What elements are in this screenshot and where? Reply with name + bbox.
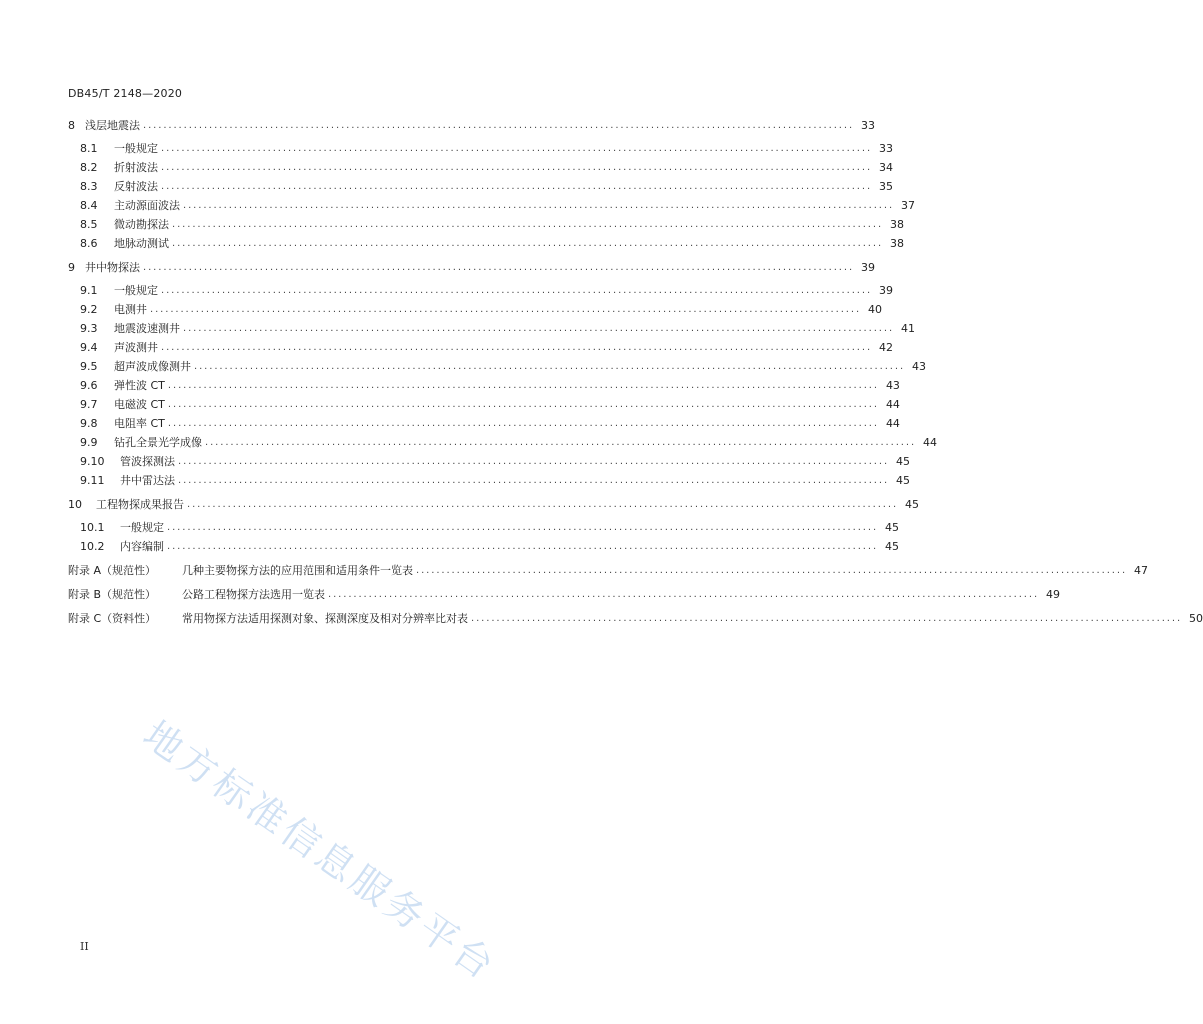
toc-title: 浅层地震法 — [85, 119, 140, 132]
toc-page: 38 — [890, 218, 905, 231]
toc-leader: ............................................................................................................................................ — [167, 522, 879, 533]
toc-title: 常用物探方法适用探测对象、探测深度及相对分辨率比对表 — [182, 612, 468, 625]
toc-number: 附录 A（规范性） — [68, 564, 157, 577]
toc-page: 42 — [879, 341, 894, 354]
toc-title: 折射波法 — [114, 161, 158, 174]
toc-entry-9-3[interactable] — [80, 321, 916, 337]
toc-leader: ............................................................................................................................................ — [187, 499, 899, 510]
toc-title: 井中物探法 — [85, 261, 140, 274]
toc-number: 9.1 — [80, 284, 98, 297]
toc-leader: ............................................................................................................................................ — [161, 342, 873, 353]
toc-page: 45 — [896, 474, 911, 487]
toc-number: 10.1 — [80, 521, 105, 534]
toc-entry-9[interactable] — [68, 260, 876, 276]
toc-page: 34 — [879, 161, 894, 174]
toc-entry-9-2[interactable] — [80, 302, 883, 318]
toc-number: 9.5 — [80, 360, 98, 373]
toc-page: 47 — [1134, 564, 1149, 577]
standard-code: DB45/T 2148—2020 — [68, 87, 183, 100]
toc-leader: ............................................................................................................................................ — [150, 304, 862, 315]
toc-leader: ............................................................................................................................................ — [194, 361, 906, 372]
toc-page: 45 — [885, 540, 900, 553]
toc-title: 主动源面波法 — [114, 199, 180, 212]
toc-page: 49 — [1046, 588, 1061, 601]
toc-leader: ............................................................................................................................................ — [172, 219, 884, 230]
toc-title: 内容编制 — [120, 540, 164, 553]
toc-entry-10-1[interactable] — [80, 520, 900, 536]
toc-entry-9-6[interactable] — [80, 378, 900, 394]
toc-page: 41 — [901, 322, 916, 335]
toc-number: 9.4 — [80, 341, 98, 354]
toc-number: 10 — [68, 498, 82, 511]
toc-page: 38 — [890, 237, 905, 250]
toc-number: 8.6 — [80, 237, 98, 250]
toc-number: 附录 B（规范性） — [68, 588, 157, 601]
toc-page: 45 — [905, 498, 920, 511]
toc-leader: ............................................................................................................................................ — [161, 285, 873, 296]
toc-entry-9-5[interactable] — [80, 359, 927, 375]
toc-entry-9-1[interactable] — [80, 283, 894, 299]
toc-title: 工程物探成果报告 — [96, 498, 184, 511]
toc-title: 一般规定 — [120, 521, 164, 534]
page-number: II — [80, 940, 89, 953]
toc-title: 声波测井 — [114, 341, 158, 354]
toc-number: 9.9 — [80, 436, 98, 449]
toc-leader: ............................................................................................................................................ — [416, 565, 1128, 576]
toc-entry-9-8[interactable] — [80, 416, 900, 432]
toc-entry-10[interactable] — [68, 497, 920, 513]
toc-title: 几种主要物探方法的应用范围和适用条件一览表 — [182, 564, 413, 577]
toc-title: 公路工程物探方法选用一览表 — [182, 588, 325, 601]
toc-title: 井中雷达法 — [120, 474, 175, 487]
toc-leader: ............................................................................................................................................ — [167, 380, 879, 391]
toc-number: 9.3 — [80, 322, 98, 335]
toc-leader: ............................................................................................................................................ — [167, 541, 879, 552]
toc-page: 40 — [868, 303, 883, 316]
toc-page: 33 — [879, 142, 894, 155]
toc-leader: ............................................................................................................................................ — [143, 262, 855, 273]
toc-title: 钻孔全景光学成像 — [114, 436, 202, 449]
toc-entry-9-4[interactable] — [80, 340, 894, 356]
toc-title: 电测井 — [114, 303, 147, 316]
toc-entry-8-3[interactable] — [80, 179, 894, 195]
toc-page: 44 — [885, 417, 900, 430]
toc-title: 电磁波 CT — [114, 398, 165, 411]
toc-leader: ............................................................................................................................................ — [167, 418, 879, 429]
toc-entry-9-7[interactable] — [80, 397, 900, 413]
toc-page: 43 — [885, 379, 900, 392]
toc-number: 8.5 — [80, 218, 98, 231]
toc-entry-appendix-c[interactable] — [68, 611, 1203, 627]
toc-entry-10-2[interactable] — [80, 539, 900, 555]
toc-number: 8.4 — [80, 199, 98, 212]
toc-leader: ............................................................................................................................................ — [183, 323, 895, 334]
toc-entry-8-1[interactable] — [80, 141, 894, 157]
toc-entry-9-10[interactable] — [80, 454, 911, 470]
toc-leader: ............................................................................................................................................ — [161, 143, 873, 154]
toc-leader: ............................................................................................................................................ — [161, 162, 873, 173]
toc-page: 39 — [861, 261, 876, 274]
toc-leader: ............................................................................................................................................ — [205, 437, 917, 448]
toc-entry-appendix-b[interactable] — [68, 587, 1061, 603]
toc-number: 9.10 — [80, 455, 105, 468]
toc-number: 10.2 — [80, 540, 105, 553]
toc-entry-8-6[interactable] — [80, 236, 905, 252]
toc-page: 43 — [912, 360, 927, 373]
toc-number: 8.1 — [80, 142, 98, 155]
toc-title: 弹性波 CT — [114, 379, 165, 392]
toc-title: 地震波速测井 — [114, 322, 180, 335]
toc-number: 9.8 — [80, 417, 98, 430]
toc-number: 8.2 — [80, 161, 98, 174]
watermark: 地方标准信息服务平台 — [135, 712, 505, 990]
toc-title: 一般规定 — [114, 142, 158, 155]
toc-page: 35 — [879, 180, 894, 193]
toc-leader: ............................................................................................................................................ — [143, 120, 855, 131]
toc-leader: ............................................................................................................................................ — [167, 399, 879, 410]
toc-leader: ............................................................................................................................................ — [178, 456, 890, 467]
toc-entry-8-5[interactable] — [80, 217, 905, 233]
toc-title: 地脉动测试 — [114, 237, 169, 250]
toc-number: 9.11 — [80, 474, 105, 487]
toc-leader: ............................................................................................................................................ — [178, 475, 890, 486]
toc-page: 33 — [861, 119, 876, 132]
toc-title: 一般规定 — [114, 284, 158, 297]
toc-number: 9.6 — [80, 379, 98, 392]
toc-entry-8-4[interactable] — [80, 198, 916, 214]
toc-title: 微动勘探法 — [114, 218, 169, 231]
toc-title: 管波探测法 — [120, 455, 175, 468]
toc-number: 附录 C（资料性） — [68, 612, 157, 625]
toc-leader: ............................................................................................................................................ — [183, 200, 895, 211]
toc-entry-9-9[interactable] — [80, 435, 938, 451]
toc-number: 9.7 — [80, 398, 98, 411]
toc-page: 45 — [885, 521, 900, 534]
toc-page: 44 — [923, 436, 938, 449]
toc-page: 50 — [1189, 612, 1203, 625]
toc-entry-8[interactable] — [68, 118, 876, 134]
toc-entry-appendix-a[interactable] — [68, 563, 1149, 579]
toc-page: 44 — [885, 398, 900, 411]
toc-number: 9 — [68, 261, 75, 274]
toc-number: 8 — [68, 119, 75, 132]
toc-page: 37 — [901, 199, 916, 212]
toc-page: 39 — [879, 284, 894, 297]
toc-page: 45 — [896, 455, 911, 468]
toc-leader: ............................................................................................................................................ — [172, 238, 884, 249]
toc-leader: ............................................................................................................................................ — [471, 613, 1183, 624]
toc-number: 8.3 — [80, 180, 98, 193]
toc-entry-9-11[interactable] — [80, 473, 911, 489]
toc-title: 超声波成像测井 — [114, 360, 191, 373]
toc-entry-8-2[interactable] — [80, 160, 894, 176]
toc-leader: ............................................................................................................................................ — [328, 589, 1040, 600]
toc-title: 电阻率 CT — [114, 417, 165, 430]
toc-leader: ............................................................................................................................................ — [161, 181, 873, 192]
toc-number: 9.2 — [80, 303, 98, 316]
toc-title: 反射波法 — [114, 180, 158, 193]
